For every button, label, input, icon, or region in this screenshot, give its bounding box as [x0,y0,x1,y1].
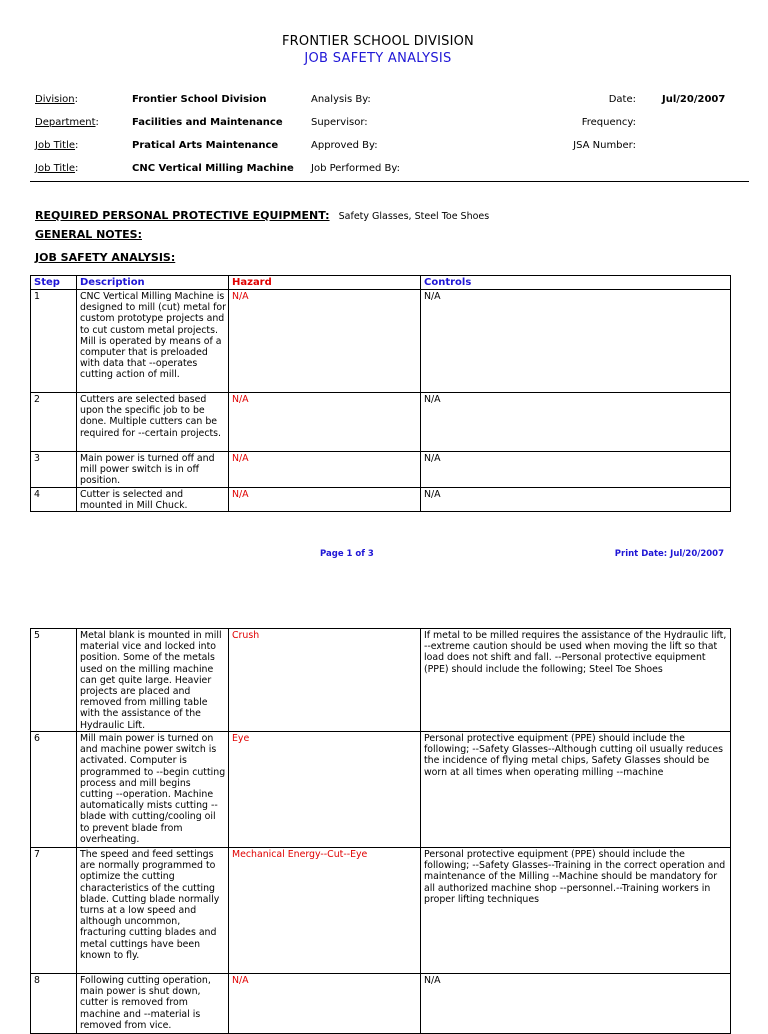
department-value: Facilities and Maintenance [132,117,283,128]
job-title-label-group-1 [35,140,78,151]
job-title-value-2: CNC Vertical Milling Machine [132,163,294,174]
cell-hazard: Eye [229,732,421,848]
cell-controls: Personal protective equipment (PPE) should include the following; --Safety Glasses--Training in the correct operation and maintenance of the Milling --Machine should be mandatory for all authorized machine shop --personnel.--Training workers in proper lifting techniques [421,848,731,974]
cell-step: 4 [31,488,77,512]
table-row [31,488,731,512]
supervisor-label: Supervisor: [311,117,368,128]
cell-hazard: N/A [229,488,421,512]
cell-controls: N/A [421,393,731,452]
ppe-value: Safety Glasses, Steel Toe Shoes [338,211,490,222]
cell-controls: Personal protective equipment (PPE) should include the following; --Safety Glasses--Although cutting oil usually reduces the incidence of flying metal chips, Safety Glasses should be worn at all times when operating milling --machine [421,732,731,848]
table-row [31,629,731,732]
job-performed-by-label: Job Performed By: [311,163,400,174]
ppe-label: REQUIRED PERSONAL PROTECTIVE EQUIPMENT: [35,209,330,222]
department-label-group [35,117,99,128]
cell-step: 8 [31,974,77,1034]
cell-controls: N/A [421,974,731,1034]
table-row [31,290,731,393]
cell-description: Following cutting operation, main power is shut down, cutter is removed from machine and --material is removed from vice. [77,974,229,1034]
cell-description: Cutter is selected and mounted in Mill Chuck. [77,488,229,512]
job-title-label-1: Job Title [35,140,76,151]
analysis-by-label: Analysis By: [311,94,371,105]
cell-description: Cutters are selected based upon the specific job to be done. Multiple cutters can be required for --certain projects. [77,393,229,452]
cell-description: The speed and feed settings are normally programmed to optimize the cutting characteristics of the cutting blade. Cutting blade normally turns at a low speed and although uncommon, fracturing cutting blades and metal cuttings have been known to fly. [77,848,229,974]
header-step: Step [31,276,77,290]
header-hazard: Hazard [229,276,421,290]
cell-step: 7 [31,848,77,974]
cell-controls: N/A [421,488,731,512]
print-date: Print Date: Jul/20/2007 [614,549,724,559]
job-title-label-group-2 [35,163,78,174]
cell-hazard: N/A [229,974,421,1034]
cell-hazard: N/A [229,452,421,488]
approved-by-label: Approved By: [311,140,378,151]
table-row [31,393,731,452]
frequency-label: Frequency: [581,117,636,128]
cell-hazard: Mechanical Energy--Cut--Eye [229,848,421,974]
jsa-table-page-2 [30,628,731,1034]
cell-description: Mill main power is turned on and machine power switch is activated. Computer is programmed to --begin cutting process and mill begins cutting --operation. Machine automatically mists cutting --blade with cutting/cooling oil to prevent blade from overheating. [77,732,229,848]
table-row [31,974,731,1034]
cell-hazard: N/A [229,393,421,452]
division-label: Division [35,94,75,105]
cell-step: 3 [31,452,77,488]
job-title-label-2: Job Title [35,163,76,174]
cell-step: 1 [31,290,77,393]
general-notes-heading: GENERAL NOTES: [35,228,142,241]
department-label: Department [35,117,96,128]
division-value: Frontier School Division [132,94,267,105]
table-row [31,848,731,974]
cell-hazard: Crush [229,629,421,732]
cell-description: CNC Vertical Milling Machine is designed to mill (cut) metal for custom prototype projects and to cut custom metal projects. Mill is operated by means of a computer that is preloaded with data that --operates cutting action of mill. [77,290,229,393]
jsa-heading: JOB SAFETY ANALYSIS: [35,251,176,264]
jsa-number-label: JSA Number: [573,140,636,151]
table-row [31,732,731,848]
cell-controls: N/A [421,452,731,488]
division-colon: : [74,94,78,105]
header-divider [30,181,749,182]
cell-controls: N/A [421,290,731,393]
cell-description: Main power is turned off and mill power switch is in off position. [77,452,229,488]
date-label: Date: [608,94,636,105]
cell-step: 2 [31,393,77,452]
cell-hazard: N/A [229,290,421,393]
job-title-colon-2: : [75,163,79,174]
job-title-value-1: Pratical Arts Maintenance [132,140,279,151]
division-label-group [35,94,78,105]
page-number: Page 1 of 3 [320,549,374,559]
document-title: JOB SAFETY ANALYSIS [304,51,452,66]
cell-description: Metal blank is mounted in mill material vice and locked into position. Some of the metals used on the milling machine can get quite large. Heavier projects are placed and removed from milling table with the assistance of the Hydraulic Lift. [77,629,229,732]
header-description: Description [77,276,229,290]
jsa-table-page-1 [30,275,731,512]
cell-step: 5 [31,629,77,732]
organization-title: FRONTIER SCHOOL DIVISION [282,34,474,49]
ppe-row [35,204,489,223]
department-colon: : [95,117,99,128]
cell-step: 6 [31,732,77,848]
job-title-colon-1: : [75,140,79,151]
date-value: Jul/20/2007 [662,94,726,105]
header-controls: Controls [421,276,731,290]
table-header-row [31,276,731,290]
table-row [31,452,731,488]
cell-controls: If metal to be milled requires the assistance of the Hydraulic lift, --extreme caution should be used when moving the lift so that load does not shift and fall. --Personal protective equipment (PPE) should include the following; Steel Toe Shoes [421,629,731,732]
